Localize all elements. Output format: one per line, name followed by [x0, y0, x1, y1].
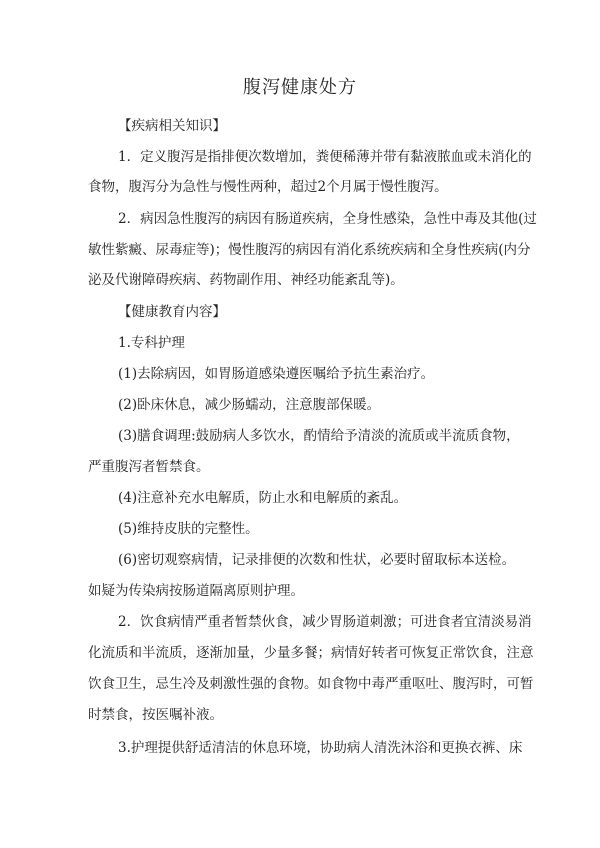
- paragraph-line: 敏性紫癜、尿毒症等)；慢性腹泻的病因有消化系统疾病和全身性疾病(内分: [88, 242, 531, 258]
- paragraph-line: 食物，腹泻分为急性与慢性两种，超过2个月属于慢性腹泻。: [88, 179, 448, 195]
- paragraph-line: 泌及代谢障碍疾病、药物副作用、神经功能紊乱等)。: [88, 272, 404, 288]
- subheading-specialty-care: 1.专科护理: [118, 335, 185, 351]
- list-item: (3)膳食调理:鼓励病人多饮水，酌情给予清淡的流质或半流质食物，: [118, 428, 520, 444]
- section-heading-health-education: 【健康教育内容】: [118, 304, 226, 320]
- list-item: (2)卧床休息，减少肠蠕动，注意腹部保暖。: [118, 397, 381, 413]
- paragraph-line: 3.护理提供舒适清洁的休息环境，协助病人清洗沐浴和更换衣裤、床: [118, 740, 523, 756]
- list-item: (4)注意补充水电解质，防止水和电解质的紊乱。: [118, 490, 408, 506]
- section-heading-disease-knowledge: 【疾病相关知识】: [118, 118, 226, 134]
- paragraph-line: 1．定义腹泻是指排便次数增加，粪便稀薄并带有黏液脓血或未消化的: [118, 149, 532, 165]
- paragraph-line: 饮食卫生，忌生冷及刺激性强的食物。如食物中毒严重呕吐、腹泻时，可暂: [88, 676, 534, 692]
- paragraph-line: 2．病因急性腹泻的病因有肠道疾病，全身性感染，急性中毒及其他(过: [118, 211, 537, 227]
- list-item: (1)去除病因，如胃肠道感染遵医嘱给予抗生素治疗。: [118, 366, 435, 382]
- list-item-continuation: 严重腹泻者暂禁食。: [88, 459, 210, 475]
- page-title: 腹泻健康处方: [243, 77, 357, 98]
- paragraph-line: 化流质和半流质，逐渐加量，少量多餐；病情好转者可恢复正常饮食，注意: [88, 645, 534, 661]
- list-item: (6)密切观察病情，记录排便的次数和性状，必要时留取标本送检。: [118, 552, 516, 568]
- paragraph-line: 2．饮食病情严重者暂禁伙食，减少胃肠道刺激；可进食者宜清淡易消: [118, 614, 532, 630]
- list-item: (5)维持皮肤的完整性。: [118, 521, 259, 537]
- paragraph-line: 时禁食，按医嘱补液。: [88, 707, 223, 723]
- list-item-continuation: 如疑为传染病按肠道隔离原则护理。: [88, 583, 304, 599]
